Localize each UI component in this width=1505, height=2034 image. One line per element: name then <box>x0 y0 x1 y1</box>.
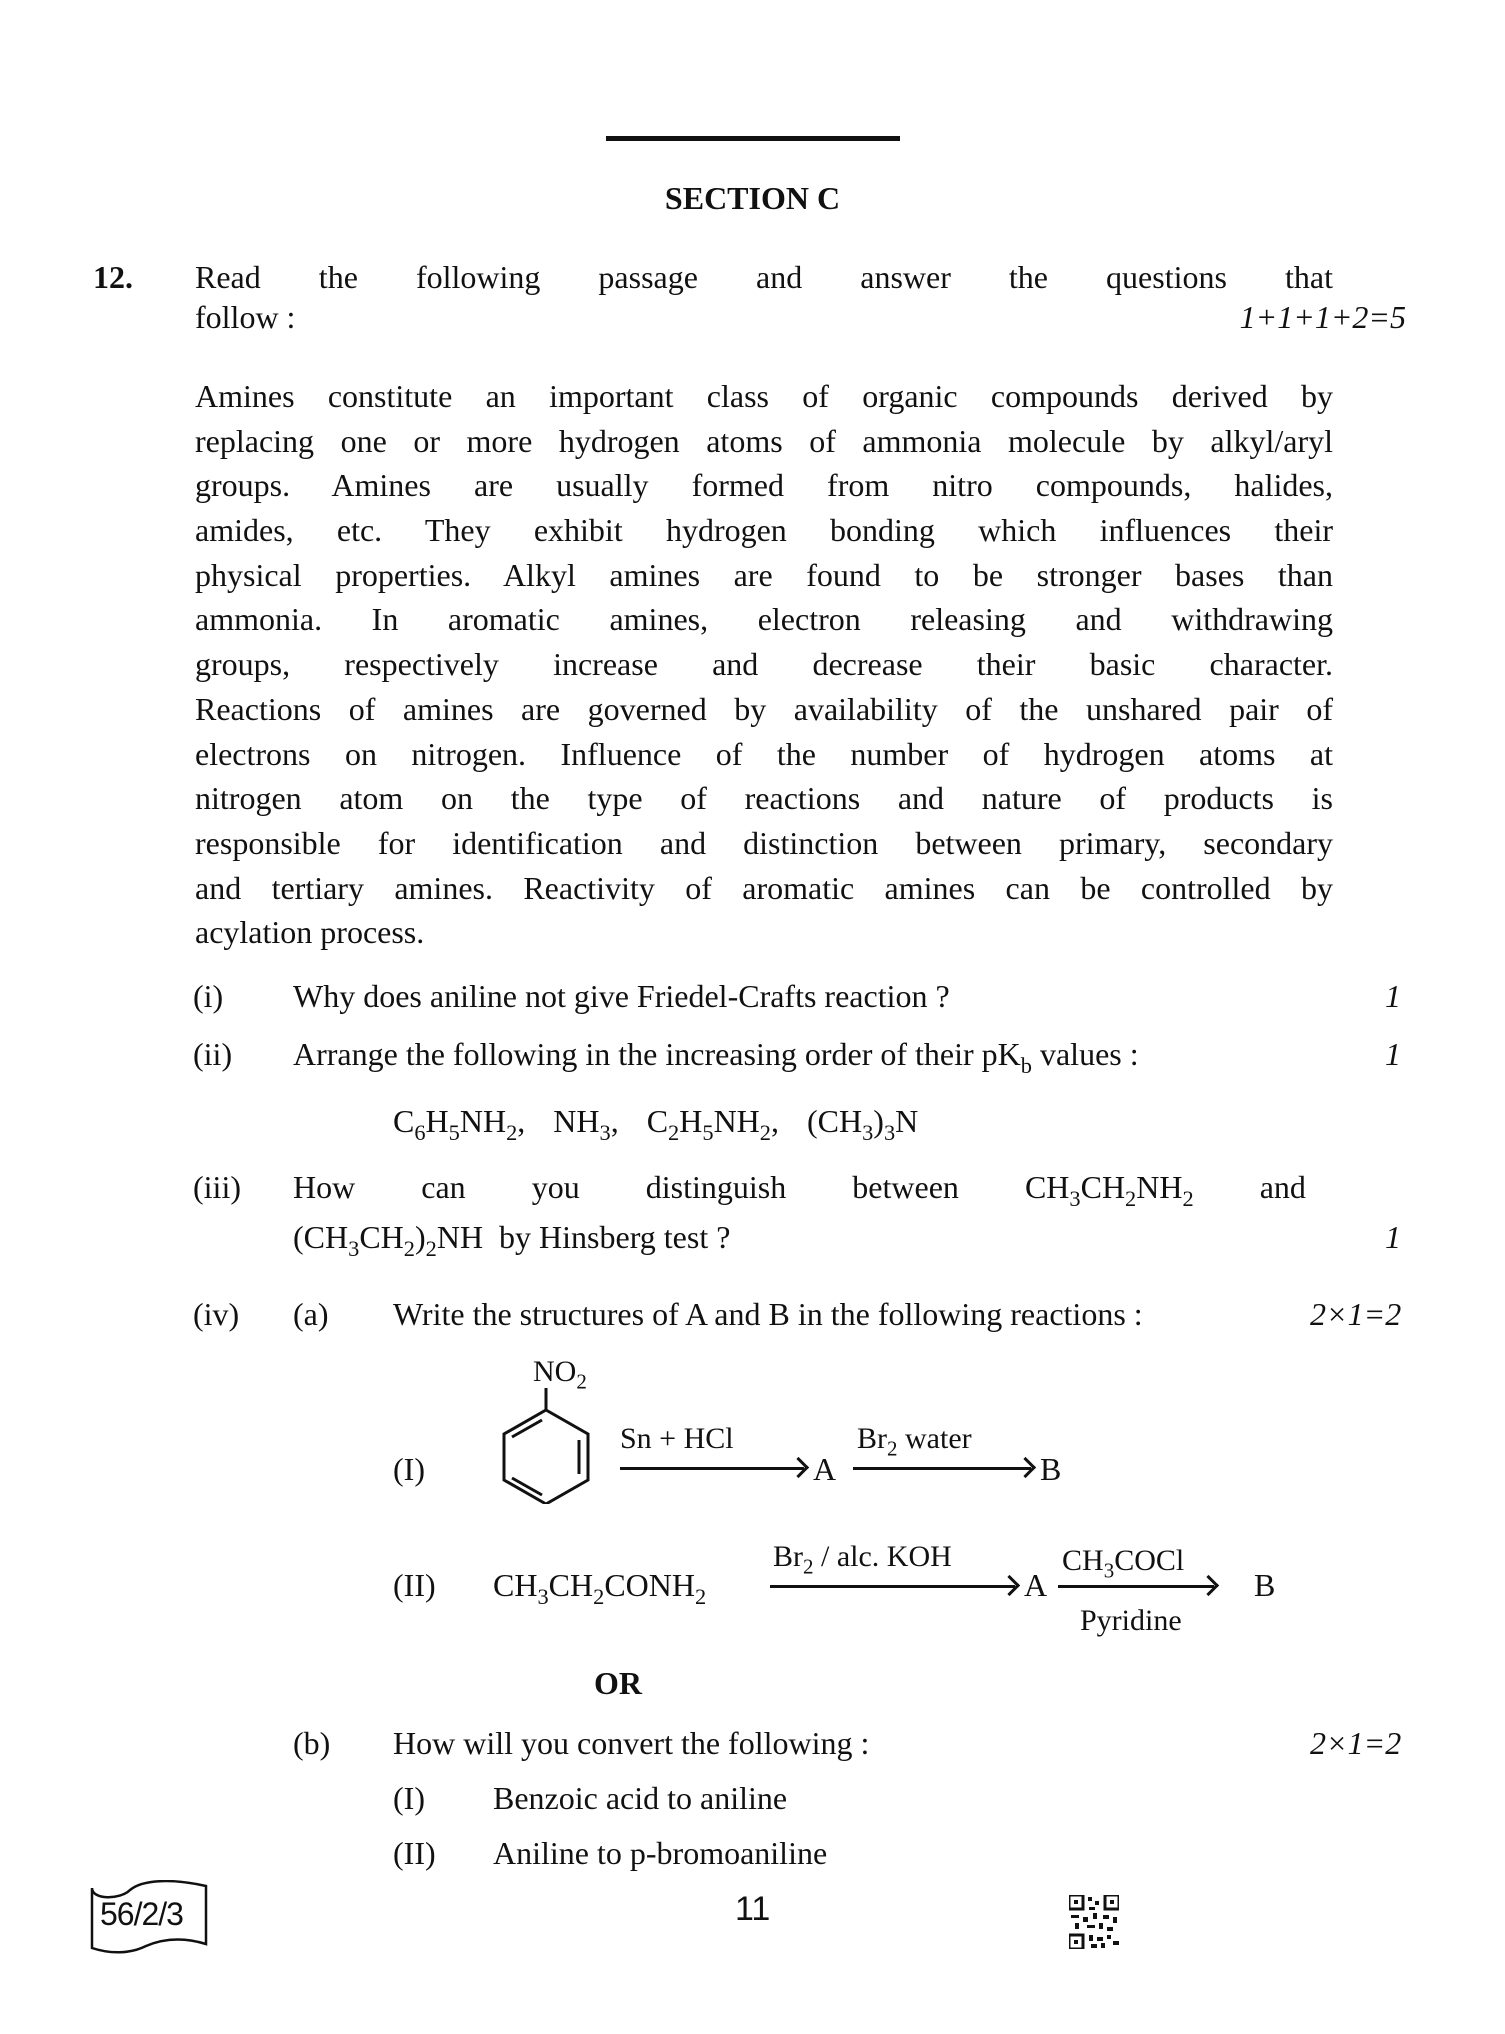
prompt-word: the <box>1008 259 1048 295</box>
part-i-label: (i) <box>193 978 224 1014</box>
part-iii-word: and <box>1259 1169 1306 1205</box>
reaction-2-reagent-2-bottom: Pyridine <box>1080 1604 1182 1637</box>
reaction-2-product-2: B <box>1254 1567 1276 1603</box>
section-title: SECTION C <box>664 180 841 216</box>
passage-line: groups. Amines are usually formed from nitro compounds, halides, <box>195 467 1333 504</box>
passage-line: groups, respectively increase and decrease their basic character. <box>195 646 1333 683</box>
part-iii-marks: 1 <box>1385 1219 1401 1255</box>
prompt-word: the <box>318 259 358 295</box>
part-ii-compounds: $C_6H_5NH_2$, $NH_3$, $C_2H_5NH_2$, $(CH_3)_3N$ <box>393 1103 919 1145</box>
reaction-arrow-icon <box>770 1585 1015 1588</box>
part-iv-b-item-text: Aniline to p-bromoaniline <box>493 1835 828 1871</box>
page-number: 11 <box>735 1890 771 1928</box>
reaction-arrow-icon <box>620 1467 804 1470</box>
part-iii-word: between <box>852 1169 959 1205</box>
prompt-word: passage <box>598 259 698 295</box>
part-i-text: Why does aniline not give Friedel-Crafts reaction ? <box>293 978 950 1014</box>
part-i-marks: 1 <box>1385 978 1401 1014</box>
part-iv-b-item-label: (II) <box>393 1835 436 1871</box>
part-iv-a-label: (a) <box>293 1296 329 1332</box>
reaction-arrow-icon <box>1058 1585 1214 1588</box>
reaction-2-reagent-2-top: $CH_3COCl$ <box>1062 1544 1185 1583</box>
reaction-2-label: (II) <box>393 1567 436 1603</box>
question-prompt-line1 <box>195 257 1333 297</box>
reaction-1-reagent-2: $Br_2$ water <box>857 1422 972 1461</box>
prompt-word: questions <box>1106 259 1227 295</box>
passage-line: amides, etc. They exhibit hydrogen bonding which influences their <box>195 512 1333 549</box>
prompt-word: following <box>415 259 541 295</box>
qr-code-icon <box>1069 1895 1119 1949</box>
prompt-word: that <box>1284 259 1333 295</box>
prompt-word: and <box>755 259 803 295</box>
part-iii-label: (iii) <box>193 1169 241 1205</box>
reaction-2-reactant: $CH_3CH_2CONH_2$ <box>493 1567 707 1609</box>
passage <box>195 374 1333 955</box>
part-iv-a-text: Write the structures of A and B in the following reactions : <box>393 1296 1143 1332</box>
reaction-1-product-2: B <box>1040 1451 1062 1487</box>
passage-line: Amines constitute an important class of organic compounds derived by <box>195 378 1333 414</box>
reaction-1-product-1: A <box>813 1451 837 1487</box>
part-iii-word: distinguish <box>645 1169 787 1205</box>
part-iii-word: How <box>293 1169 356 1205</box>
passage-line: Reactions of amines are governed by availability of the unshared pair of <box>195 690 1333 727</box>
reaction-arrow-icon <box>853 1467 1031 1470</box>
part-iv-a-marks: 2×1=2 <box>1310 1296 1402 1332</box>
benzene-ring-icon <box>496 1388 596 1504</box>
part-iii-line1 <box>293 1167 1306 1211</box>
reaction-1-reagent-1: Sn + HCl <box>620 1422 734 1455</box>
passage-line: acylation process. <box>195 914 425 951</box>
part-iv-b-item-label: (I) <box>393 1780 425 1816</box>
part-ii-text-tail: values : <box>1031 1036 1139 1072</box>
reaction-2-product-1: A <box>1024 1567 1048 1603</box>
part-iv-b-text: How will you convert the following : <box>393 1725 870 1761</box>
part-iv-b-label: (b) <box>293 1725 331 1761</box>
paper-code-badge <box>90 1880 208 1954</box>
part-iv-label: (iv) <box>193 1296 240 1332</box>
passage-line: physical properties. Alkyl amines are found to be stronger bases than <box>195 556 1333 593</box>
passage-line: electrons on nitrogen. Influence of the number of hydrogen atoms at <box>195 735 1333 772</box>
part-iv-b-marks: 2×1=2 <box>1310 1725 1402 1761</box>
reaction-1-label: (I) <box>393 1451 425 1487</box>
pkb-subscript: b <box>1020 1052 1032 1078</box>
passage-line: ammonia. In aromatic amines, electron releasing and withdrawing <box>195 601 1333 638</box>
passage-line: nitrogen atom on the type of reactions and nature of products is <box>195 780 1333 817</box>
reaction-2-reagent-1: $Br_2$ / alc. KOH <box>773 1540 952 1579</box>
or-separator: OR <box>594 1665 642 1701</box>
prompt-word: Read <box>195 259 261 295</box>
question-number: 12. <box>93 259 133 295</box>
part-ii-text-main: Arrange the following in the increasing order of their pK <box>293 1036 1021 1072</box>
passage-line: and tertiary amines. Reactivity of aromatic amines can be controlled by <box>195 869 1333 906</box>
part-iii-formula-ethylamine: $CH_3CH_2NH_2$ <box>1024 1169 1194 1211</box>
part-ii-text <box>293 1034 1139 1078</box>
prompt-word: answer <box>860 259 951 295</box>
part-iii-word: can <box>421 1169 466 1205</box>
passage-line: responsible for identification and distinction between primary, secondary <box>195 824 1333 861</box>
part-iii-word: you <box>531 1169 580 1205</box>
nitro-group-label: $NO_2$ <box>533 1355 587 1394</box>
passage-line: replacing one or more hydrogen atoms of ammonia molecule by alkyl/aryl <box>195 422 1333 459</box>
part-iv-b-item-text: Benzoic acid to aniline <box>493 1780 788 1816</box>
question-prompt-line2: follow : <box>195 299 296 335</box>
paper-code: 56/2/3 <box>100 1896 183 1932</box>
part-ii-label: (ii) <box>193 1036 233 1072</box>
section-divider <box>606 136 900 141</box>
part-iii-line2: $(CH_3CH_2)_2NH$ by Hinsberg test ? <box>293 1219 731 1261</box>
part-ii-marks: 1 <box>1385 1036 1401 1072</box>
question-total-marks: 1+1+1+2=5 <box>1239 299 1406 335</box>
